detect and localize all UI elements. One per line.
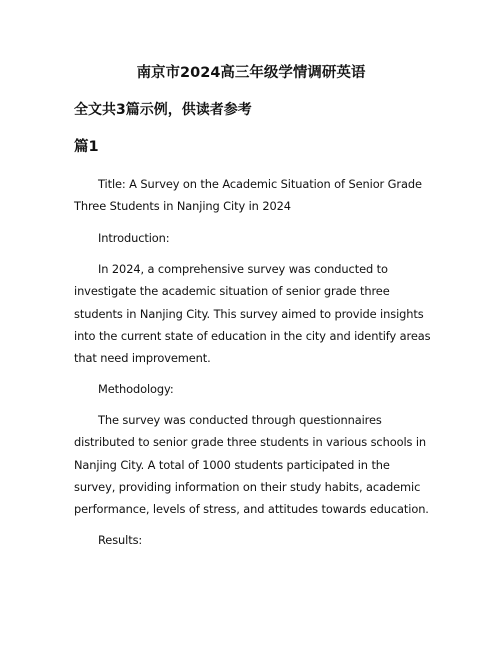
document-title: 南京市2024高三年级学情调研英语 [136, 65, 366, 81]
methodology-label: Methodology: [98, 382, 174, 396]
results-label: Results: [98, 533, 143, 547]
methodology-paragraph: The survey was conducted through questionnaires distributed to senior grade three students in various schools in Nanjing City. A total of 1000 students participated in the survey, providing information on their study habits, academic performance, levels of stress, and attitudes towards education. [74, 413, 429, 517]
document-subtitle: 全文共3篇示例，供读者参考 [74, 102, 252, 118]
introduction-paragraph: In 2024, a comprehensive survey was conducted to investigate the academic situation of senior grade three students in Nanjing City. This survey aimed to provide insights into the current state of education in the city and identify areas that need improvement. [74, 262, 431, 366]
section-heading: 篇1 [74, 139, 99, 155]
essay-title-paragraph: Title: A Survey on the Academic Situation of Senior Grade Three Students in Nanjing City in 2024 [74, 177, 422, 214]
introduction-label: Introduction: [98, 231, 170, 245]
